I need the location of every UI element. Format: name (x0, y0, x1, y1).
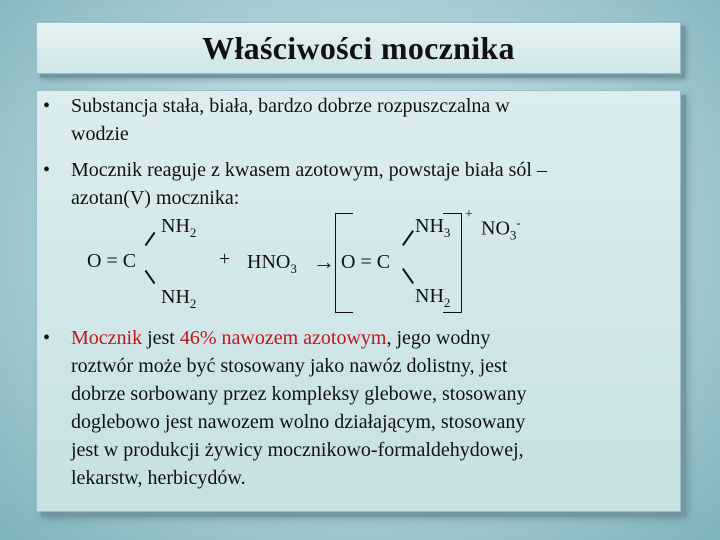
bond-line (145, 232, 156, 246)
bond-line (402, 268, 414, 284)
left-nh2-bottom: $NH_2$ (161, 286, 197, 311)
right-nh3: $NH_3$ (415, 215, 451, 240)
cation-charge: + (465, 207, 473, 222)
bullet-3-line-4: doglebowo jest nawozem wolno działającym, stosowany (71, 411, 526, 433)
reaction-arrow: → (313, 249, 335, 274)
bullet-3-line-6: lekarstw, herbicydów. (71, 467, 246, 489)
right-carbonyl: O = C (341, 251, 391, 273)
content-box (36, 90, 681, 512)
bond-line (145, 270, 156, 284)
slide-title: Właściwości mocznika (202, 29, 515, 66)
bullet-3-line-3: dobrze sorbowany przez kompleksy glebowe, stosowany (71, 383, 527, 405)
bracket-left-bottom (335, 312, 353, 313)
bond-line (402, 230, 414, 246)
bracket-left-top (335, 213, 353, 214)
plus-sign: + (219, 248, 231, 270)
bullet-3-marker: • (43, 327, 51, 349)
left-nh2-top: $NH_2$ (161, 215, 197, 240)
bullet-1-line-2: wodzie (71, 123, 129, 145)
bracket-left (335, 213, 336, 313)
bullet-1-line-1: Substancja stała, biała, bardzo dobrze rozpuszczalna w (71, 95, 510, 117)
bracket-right (461, 213, 462, 313)
nitrate-anion: $NO_3^-$ (481, 215, 521, 243)
bullet-2-line-2: azotan(V) mocznika: (71, 187, 240, 209)
right-nh2: $NH_2$ (415, 285, 451, 310)
bullet-1-marker: • (43, 95, 51, 117)
bracket-right-top (443, 213, 461, 214)
bullet-2-line-1: Mocznik reaguje z kwasem azotowym, powstaje biała sól – (71, 159, 547, 181)
nitric-acid: $HNO_3$ (247, 251, 297, 276)
bracket-right-bottom (443, 312, 461, 313)
fertilizer-highlight: 46% nawozem azotowym (179, 327, 387, 349)
bullet-3-line-1: Mocznik jest 46% nawozem azotowym, jego wodny (71, 327, 491, 349)
bullet-2-marker: • (43, 159, 51, 181)
left-carbonyl: O = C (87, 250, 137, 272)
title-box (36, 22, 681, 74)
urea-highlight: Mocznik (71, 327, 143, 349)
bullet-3-line-5: jest w produkcji żywicy mocznikowo-formaldehydowej, (71, 439, 524, 461)
bullet-3-line-2: roztwór może być stosowany jako nawóz dolistny, jest (71, 355, 508, 377)
